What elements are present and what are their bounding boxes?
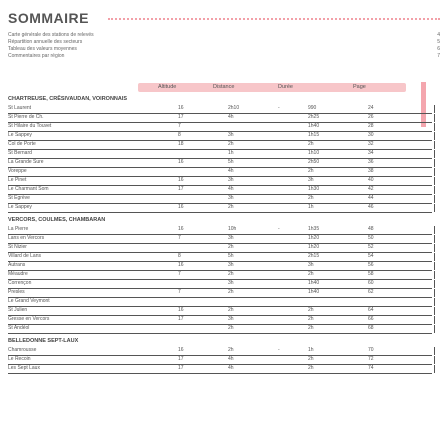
row-end-mark	[434, 298, 440, 306]
intro-line[interactable]: Répartition annuelle des secteurs	[8, 39, 83, 45]
row-cell-c3: -	[278, 347, 280, 353]
row-label: La Grande Sure	[8, 159, 44, 165]
row-page-number: 42	[368, 186, 374, 192]
row-end-mark	[434, 150, 440, 158]
row-page-number: 56	[368, 262, 374, 268]
row-end-mark	[434, 226, 440, 234]
row-cell-c1: 8	[178, 253, 181, 259]
row-page-number: 26	[368, 114, 374, 120]
row-cell-c2: 2h	[228, 244, 234, 250]
header	[8, 8, 440, 28]
row-cell-c4: 2h	[308, 141, 314, 147]
table-row[interactable]	[8, 168, 440, 177]
row-cell-c4: 1h	[308, 347, 314, 353]
row-cell-c2: 2h	[228, 307, 234, 313]
table-row[interactable]	[8, 105, 440, 114]
row-label: Le Grand Veymont	[8, 298, 50, 304]
row-cell-c2: 3h	[228, 280, 234, 286]
row-cell-c2: 2h10	[228, 105, 240, 111]
row-cell-c2: 2h	[228, 325, 234, 331]
row-page-number: 58	[368, 271, 374, 277]
row-page-number: 60	[368, 280, 374, 286]
intro-page-number: 4	[437, 32, 440, 38]
row-end-mark	[434, 347, 440, 355]
row-cell-c4: 2h	[308, 195, 314, 201]
row-cell-c1: 18	[178, 141, 184, 147]
row-label: Presles	[8, 289, 25, 295]
row-label: St Hilaire du Touvet	[8, 123, 52, 129]
table-row[interactable]	[8, 186, 440, 195]
row-end-mark	[434, 365, 440, 373]
intro-block	[8, 32, 440, 72]
table-row[interactable]	[8, 141, 440, 150]
row-cell-c4: 1h40	[308, 280, 320, 286]
table-row[interactable]	[8, 298, 440, 307]
table-row[interactable]	[8, 356, 440, 365]
row-page-number: 62	[368, 289, 374, 295]
row-cell-c4: 2h	[308, 307, 314, 313]
row-cell-c1: 17	[178, 316, 184, 322]
row-cell-c4: 1h35	[308, 226, 320, 232]
row-end-mark	[434, 316, 440, 324]
row-cell-c1: 16	[178, 307, 184, 313]
row-cell-c2: 10h	[228, 226, 237, 232]
table-row[interactable]	[8, 365, 440, 374]
intro-line[interactable]: Carte générale des stations de relevés	[8, 32, 94, 38]
row-cell-c4: 990	[308, 105, 317, 111]
row-cell-c2: 3h	[228, 132, 234, 138]
row-end-mark	[434, 244, 440, 252]
row-page-number: 54	[368, 253, 374, 259]
row-cell-c4: 2h15	[308, 253, 320, 259]
row-cell-c2: 5h	[228, 253, 234, 259]
row-cell-c4: 2h50	[308, 159, 320, 165]
intro-page-number: 7	[437, 53, 440, 59]
row-end-mark	[434, 356, 440, 364]
intro-line[interactable]: Tableau des valeurs moyennes	[8, 46, 77, 52]
row-cell-c4: 1h40	[308, 289, 320, 295]
table-row[interactable]	[8, 123, 440, 132]
table-row[interactable]	[8, 195, 440, 204]
table-row[interactable]	[8, 132, 440, 141]
table-row[interactable]	[8, 244, 440, 253]
row-page-number: 68	[368, 325, 374, 331]
row-cell-c1: 17	[178, 356, 184, 362]
row-cell-c1: 16	[178, 262, 184, 268]
row-cell-c2: 1h	[228, 150, 234, 156]
row-page-number: 34	[368, 150, 374, 156]
row-label: St Égrève	[8, 195, 30, 201]
row-cell-c2: 4h	[228, 365, 234, 371]
row-label: Le Sappey	[8, 204, 32, 210]
row-label: Le Pinet	[8, 177, 27, 183]
row-end-mark	[434, 195, 440, 203]
row-cell-c4: 2h25	[308, 114, 320, 120]
table-row[interactable]	[8, 226, 440, 235]
row-label: Le Charmant Som	[8, 186, 49, 192]
row-label: Chamrousse	[8, 347, 37, 353]
row-page-number: 66	[368, 316, 374, 322]
table-row[interactable]	[8, 114, 440, 123]
row-cell-c2: 4h	[228, 168, 234, 174]
row-cell-c4: 1h30	[308, 186, 320, 192]
row-cell-c2: 5h	[228, 159, 234, 165]
row-end-mark	[434, 204, 440, 212]
row-label: Méaudre	[8, 271, 28, 277]
row-cell-c4: 3h	[308, 262, 314, 268]
row-label: Col de Porte	[8, 141, 36, 147]
row-end-mark	[434, 114, 440, 122]
row-label: Autrans	[8, 262, 26, 268]
row-page-number: 28	[368, 123, 374, 129]
intro-page-number: 5	[437, 39, 440, 45]
row-label: St Laurent	[8, 105, 32, 111]
row-cell-c4: 1h15	[308, 132, 320, 138]
table-row[interactable]	[8, 150, 440, 159]
row-cell-c2: 4h	[228, 186, 234, 192]
row-end-mark	[434, 289, 440, 297]
row-label: Gresse en Vercors	[8, 316, 50, 322]
row-end-mark	[434, 253, 440, 261]
row-cell-c2: 4h	[228, 114, 234, 120]
row-cell-c2: 3h	[228, 235, 234, 241]
row-label: La Pierre	[8, 226, 29, 232]
row-cell-c2: 3h	[228, 262, 234, 268]
row-page-number: 40	[368, 177, 374, 183]
row-cell-c1: 16	[178, 204, 184, 210]
row-cell-c1: 7	[178, 123, 181, 129]
row-label: Voreppe	[8, 168, 27, 174]
row-label: St Pierre de Ch.	[8, 114, 44, 120]
row-cell-c1: 7	[178, 235, 181, 241]
row-cell-c4: 2h	[308, 316, 314, 322]
row-cell-c4: 1h10	[308, 150, 320, 156]
row-label: Le Sappey	[8, 132, 32, 138]
row-page-number: 72	[368, 356, 374, 362]
row-end-mark	[434, 325, 440, 333]
table-row[interactable]	[8, 316, 440, 325]
intro-line[interactable]: Commentaires par région	[8, 53, 65, 59]
section-title: BELLEDONNE SEPT-LAUX	[8, 338, 79, 344]
row-page-number: 44	[368, 195, 374, 201]
row-label: St Julien	[8, 307, 28, 313]
column-header	[8, 83, 440, 93]
row-end-mark	[434, 235, 440, 243]
section-title: VERCORS, COULMES, CHAMBARAN	[8, 217, 106, 223]
row-label: St Nizier	[8, 244, 27, 250]
row-label: St Andéol	[8, 325, 30, 331]
table-row[interactable]	[8, 177, 440, 186]
row-page-number: 24	[368, 105, 374, 111]
table-row[interactable]	[8, 253, 440, 262]
row-cell-c1: 8	[178, 132, 181, 138]
row-end-mark	[434, 132, 440, 140]
row-cell-c4: 1h20	[308, 235, 320, 241]
intro-page-number: 6	[437, 46, 440, 52]
row-page-number: 64	[368, 307, 374, 313]
row-cell-c1: 7	[178, 271, 181, 277]
row-page-number: 32	[368, 141, 374, 147]
column-header-distance: Distance	[213, 84, 235, 90]
row-cell-c2: 2h	[228, 271, 234, 277]
row-end-mark	[434, 307, 440, 315]
row-cell-c1: 16	[178, 177, 184, 183]
row-end-mark	[434, 159, 440, 167]
row-label: St Bernard	[8, 150, 32, 156]
row-cell-c1: 17	[178, 186, 184, 192]
row-label: Les Sept Laux	[8, 365, 40, 371]
row-cell-c1: 7	[178, 289, 181, 295]
row-cell-c4: 2h	[308, 356, 314, 362]
row-label: Le Recoin	[8, 356, 31, 362]
table-row[interactable]	[8, 289, 440, 298]
column-header-duration: Durée	[278, 84, 293, 90]
row-end-mark	[434, 168, 440, 176]
row-cell-c3: -	[278, 226, 280, 232]
column-header-altitude: Altitude	[158, 84, 177, 90]
table-row[interactable]	[8, 280, 440, 289]
row-cell-c1: 16	[178, 159, 184, 165]
table-row[interactable]	[8, 271, 440, 280]
table-row[interactable]	[8, 347, 440, 356]
row-cell-c1: 17	[178, 365, 184, 371]
row-cell-c1: 16	[178, 105, 184, 111]
row-end-mark	[434, 177, 440, 185]
row-page-number: 52	[368, 244, 374, 250]
row-cell-c1: 17	[178, 114, 184, 120]
section-title: CHARTREUSE, CRÊSIVAUDAN, VOIRONNAIS	[8, 96, 128, 102]
row-rule	[8, 212, 432, 213]
column-header-page: Page	[353, 84, 366, 90]
row-cell-c4: 2h	[308, 365, 314, 371]
row-cell-c2: 2h	[228, 141, 234, 147]
table-row[interactable]	[8, 307, 440, 316]
row-cell-c3: -	[278, 105, 280, 111]
row-end-mark	[434, 280, 440, 288]
table-row[interactable]	[8, 262, 440, 271]
row-cell-c4: 1h20	[308, 244, 320, 250]
row-page-number: 74	[368, 365, 374, 371]
row-end-mark	[434, 186, 440, 194]
row-label: Lans en Vercors	[8, 235, 45, 241]
row-cell-c2: 4h	[228, 356, 234, 362]
row-end-mark	[434, 123, 440, 131]
row-rule	[8, 333, 432, 334]
row-page-number: 46	[368, 204, 374, 210]
row-cell-c4: 1h	[308, 204, 314, 210]
row-label: Villard de Lans	[8, 253, 41, 259]
table-row[interactable]	[8, 204, 440, 213]
row-cell-c4: 2h	[308, 168, 314, 174]
row-page-number: 30	[368, 132, 374, 138]
row-label: Corrençon	[8, 280, 32, 286]
row-cell-c4: 3h	[308, 177, 314, 183]
table-row[interactable]	[8, 159, 440, 168]
row-rule	[8, 373, 432, 374]
row-page-number: 50	[368, 235, 374, 241]
row-page-number: 48	[368, 226, 374, 232]
row-cell-c1: 16	[178, 226, 184, 232]
row-page-number: 36	[368, 159, 374, 165]
table-row[interactable]	[8, 235, 440, 244]
row-end-mark	[434, 105, 440, 113]
row-cell-c4: 1h40	[308, 123, 320, 129]
row-cell-c4: 2h	[308, 271, 314, 277]
title-dotted-rule	[108, 18, 440, 20]
row-end-mark	[434, 262, 440, 270]
row-cell-c4: 2h	[308, 325, 314, 331]
row-cell-c2: 2h	[228, 204, 234, 210]
row-cell-c2: 3h	[228, 316, 234, 322]
row-end-mark	[434, 271, 440, 279]
table-row[interactable]	[8, 325, 440, 334]
row-cell-c2: 3h	[228, 195, 234, 201]
row-cell-c2: 2h	[228, 347, 234, 353]
row-cell-c2: 2h	[228, 289, 234, 295]
page-title: SOMMAIRE	[8, 10, 89, 26]
row-page-number: 70	[368, 347, 374, 353]
row-end-mark	[434, 141, 440, 149]
row-cell-c1: 16	[178, 347, 184, 353]
row-cell-c2: 3h	[228, 177, 234, 183]
row-page-number: 38	[368, 168, 374, 174]
